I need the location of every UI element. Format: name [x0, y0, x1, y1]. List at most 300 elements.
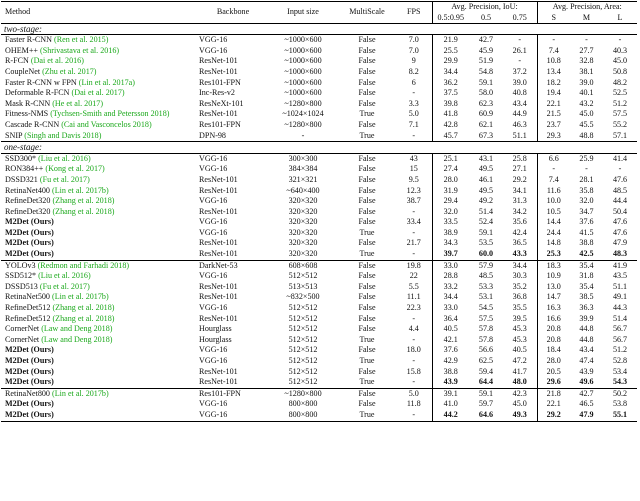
- table-row: [1, 46, 637, 57]
- citation-link: (Kong et al. 2017): [45, 164, 105, 174]
- ap75-cell: 47.2: [512, 356, 527, 365]
- input-size-cell: 300×300: [268, 153, 338, 164]
- ap-cell: 36.4: [432, 314, 469, 325]
- ap50-cell: 51.4: [478, 206, 494, 216]
- apm-cell: 25.9: [570, 153, 603, 164]
- ap75-cell: 42.3: [503, 388, 537, 399]
- multiscale-cell: False: [338, 260, 396, 271]
- ap-cell: 41.8: [432, 109, 469, 120]
- table-row: [1, 153, 637, 164]
- method-name: DSSD513: [5, 281, 38, 291]
- ap75-cell: 42.4: [512, 227, 527, 237]
- multiscale-cell: False: [358, 196, 376, 206]
- backbone-cell: ResNeXt-101: [199, 98, 244, 108]
- method-cell: [1, 78, 198, 89]
- apl-cell: 48.2: [612, 77, 628, 87]
- fps-cell: 5.0: [396, 388, 432, 399]
- citation-link: (Lin et al. 2017a): [78, 77, 135, 87]
- backbone-cell: Hourglass: [199, 324, 232, 334]
- input-size-cell: 512×512: [288, 271, 318, 281]
- aps-cell: 21.8: [537, 388, 570, 399]
- multiscale-cell: False: [358, 324, 376, 334]
- backbone-cell: Res101-FPN: [198, 388, 268, 399]
- input-size-cell: ~1000×600: [268, 35, 338, 46]
- table-row: [1, 410, 637, 421]
- ap-cell: 21.9: [432, 35, 469, 46]
- fps-cell: 11.8: [406, 399, 421, 409]
- aps-cell: 25.3: [537, 249, 570, 260]
- multiscale-cell: True: [359, 109, 375, 119]
- fps-cell: -: [412, 334, 416, 344]
- ap-cell: 38.8: [432, 367, 469, 378]
- input-size-cell: 512×512: [288, 345, 318, 355]
- ap75-cell: -: [518, 56, 522, 66]
- fps-cell: 5.0: [408, 109, 419, 119]
- input-size-cell: 512×512: [288, 356, 318, 365]
- multiscale-cell: False: [358, 399, 376, 409]
- fps-cell: -: [412, 356, 416, 365]
- method-cell: [1, 303, 198, 314]
- fps-cell: -: [412, 377, 416, 387]
- apm-cell: 32.0: [579, 196, 594, 206]
- citation-link: (Cai and Vasconcelos 2018): [61, 119, 152, 129]
- citation-link: (Zhang et al. 2018): [52, 196, 115, 206]
- method-cell: [1, 249, 198, 260]
- citation-link: (Lin et al. 2017b): [52, 388, 109, 398]
- ap-cell: 40.5: [432, 324, 469, 335]
- apm-cell: 36.3: [579, 303, 594, 313]
- citation-link: (Law and Deng 2018): [41, 324, 113, 334]
- method-name: M2Det (Ours): [5, 345, 54, 355]
- apl-cell: 56.7: [612, 324, 628, 334]
- apm-cell: -: [570, 35, 603, 46]
- method-name: M2Det (Ours): [5, 377, 54, 387]
- aps-cell: 18.4: [537, 345, 570, 356]
- table-row: [1, 282, 637, 293]
- ap-cell: 33.0: [432, 303, 469, 314]
- col-group-ap-iou: Avg. Precision, IoU:: [432, 2, 537, 13]
- aps-cell: 22.1: [537, 99, 570, 110]
- multiscale-cell: False: [358, 56, 376, 66]
- aps-cell: 20.8: [537, 324, 570, 335]
- apl-cell: 52.8: [612, 356, 628, 365]
- aps-cell: 21.5: [537, 109, 570, 120]
- apm-cell: 32.8: [579, 56, 594, 66]
- method-name: RON384++: [5, 164, 44, 174]
- ap-cell: 45.7: [432, 131, 469, 142]
- apl-cell: 48.5: [612, 185, 628, 195]
- method-cell: [1, 324, 198, 335]
- input-size-cell: 512×512: [288, 377, 318, 387]
- ap75-cell: -: [503, 35, 537, 46]
- apl-cell: -: [618, 164, 622, 174]
- table-row: [1, 99, 637, 110]
- table-row: [1, 314, 637, 325]
- ap50-cell: 43.1: [469, 153, 503, 164]
- method-name: RefineDet320: [5, 206, 51, 216]
- ap-cell: 31.9: [432, 186, 469, 197]
- input-size-cell: ~1000×600: [284, 77, 322, 87]
- input-size-cell: ~1000×600: [284, 88, 322, 98]
- multiscale-cell: True: [359, 249, 375, 259]
- ap75-cell: 35.5: [512, 303, 527, 313]
- ap50-cell: 60.0: [478, 249, 494, 259]
- ap75-cell: 44.9: [512, 109, 527, 119]
- method-cell: [1, 196, 198, 207]
- ap75-cell: 41.7: [512, 366, 527, 376]
- ap-cell: 29.4: [432, 196, 469, 207]
- input-size-cell: 384×384: [288, 164, 318, 174]
- citation-link: (Lin et al. 2017b): [52, 185, 109, 195]
- aps-cell: 11.6: [537, 186, 570, 197]
- fps-cell: 22: [409, 271, 418, 281]
- ap75-cell: 48.0: [512, 377, 527, 387]
- aps-cell: 29.3: [537, 131, 570, 142]
- ap50-cell: 57.5: [478, 313, 494, 323]
- apl-cell: 47.6: [612, 227, 628, 237]
- method-cell: [1, 367, 198, 378]
- apm-cell: 48.8: [579, 130, 594, 140]
- fps-cell: 7.1: [408, 119, 419, 129]
- ap75-cell: 36.8: [512, 292, 527, 302]
- method-name: CornerNet: [5, 334, 40, 344]
- apl-cell: 51.2: [612, 98, 628, 108]
- table-row: [1, 164, 637, 175]
- input-size-cell: ~1280×800: [268, 388, 338, 399]
- apm-cell: 44.8: [579, 324, 594, 334]
- ap75-cell: 37.2: [512, 66, 527, 76]
- fps-cell: 9: [411, 56, 416, 66]
- backbone-cell: VGG-16: [198, 35, 268, 46]
- ap-cell: 34.4: [432, 67, 469, 78]
- aps-cell: 16.6: [537, 314, 570, 325]
- input-size-cell: 320×320: [288, 217, 318, 227]
- multiscale-cell: True: [359, 356, 375, 365]
- apm-cell: 44.8: [579, 334, 594, 344]
- ap50-cell: 48.5: [478, 271, 494, 281]
- apl-cell: 56.7: [612, 334, 628, 344]
- fps-cell: 21.7: [406, 238, 421, 248]
- method-cell: [1, 282, 198, 293]
- ap-cell: 42.8: [432, 120, 469, 131]
- table-row: [1, 303, 637, 314]
- col-aps: S: [537, 13, 570, 24]
- aps-cell: 18.2: [537, 78, 570, 89]
- fps-cell: 11.1: [406, 292, 421, 302]
- method-cell: [1, 335, 198, 346]
- ap75-cell: 34.2: [512, 206, 527, 216]
- citation-link: (Lin et al. 2017b): [52, 292, 109, 302]
- ap-cell: 33.2: [432, 282, 469, 293]
- backbone-cell: VGG-16: [199, 45, 228, 55]
- fps-cell: 43: [396, 153, 432, 164]
- aps-cell: 29.2: [537, 410, 570, 421]
- ap50-cell: 56.6: [478, 345, 494, 355]
- multiscale-cell: False: [358, 217, 376, 227]
- ap50-cell: 67.3: [478, 130, 494, 140]
- backbone-cell: Hourglass: [199, 334, 232, 344]
- input-size-cell: 512×512: [288, 324, 318, 334]
- ap75-cell: 39.0: [512, 77, 527, 87]
- table-row: [1, 175, 637, 186]
- method-cell: [1, 56, 198, 67]
- method-name: RetinaNet400: [5, 185, 50, 195]
- table-row: [1, 345, 637, 356]
- input-size-cell: 320×320: [288, 227, 318, 237]
- ap75-cell: 30.3: [512, 271, 527, 281]
- method-cell: [1, 207, 198, 218]
- table-row: [1, 388, 637, 399]
- method-cell: [1, 35, 198, 46]
- ap-cell: 39.7: [432, 249, 469, 260]
- ap50-cell: 54.8: [478, 66, 494, 76]
- multiscale-cell: False: [338, 388, 396, 399]
- method-name: DSSD321: [5, 174, 38, 184]
- method-cell: [1, 399, 198, 410]
- fps-cell: 33.4: [406, 217, 421, 227]
- section-header: [1, 142, 637, 154]
- ap-cell: 32.0: [432, 207, 469, 218]
- input-size-cell: ~1000×600: [284, 45, 322, 55]
- citation-link: (Law and Deng 2018): [41, 334, 113, 344]
- input-size-cell: ~1280×800: [284, 119, 322, 129]
- ap-cell: 27.4: [432, 164, 469, 175]
- apm-cell: 43.4: [579, 345, 594, 355]
- fps-cell: 22.3: [406, 303, 421, 313]
- apm-cell: 27.7: [579, 45, 594, 55]
- backbone-cell: ResNet-101: [199, 313, 238, 323]
- multiscale-cell: False: [358, 164, 376, 174]
- backbone-cell: ResNet-101: [199, 206, 238, 216]
- apm-cell: 47.4: [579, 356, 594, 365]
- backbone-cell: VGG-16: [198, 153, 268, 164]
- apl-cell: 44.3: [612, 303, 628, 313]
- citation-link: (Zhang et al. 2018): [52, 206, 115, 216]
- multiscale-cell: False: [358, 345, 376, 355]
- multiscale-cell: False: [358, 366, 376, 376]
- fps-cell: 5.5: [408, 281, 419, 291]
- citation-link: (Dai et al. 2016): [30, 56, 84, 66]
- table-row: [1, 109, 637, 120]
- multiscale-cell: False: [358, 66, 376, 76]
- ap50-cell: 51.9: [478, 56, 494, 66]
- ap75-cell: 29.2: [512, 174, 527, 184]
- ap50-cell: 62.3: [478, 98, 494, 108]
- fps-cell: -: [412, 130, 416, 140]
- fps-cell: 3.3: [408, 98, 419, 108]
- apm-cell: 37.6: [579, 217, 594, 227]
- ap50-cell: 57.8: [478, 324, 494, 334]
- input-size-cell: 320×320: [288, 238, 318, 248]
- multiscale-cell: True: [359, 377, 375, 387]
- multiscale-cell: False: [358, 174, 376, 184]
- col-ap75: 0.75: [512, 12, 527, 22]
- table-row: [1, 260, 637, 271]
- apm-cell: 38.8: [579, 238, 594, 248]
- table-row: [1, 292, 637, 303]
- ap50-cell: 58.0: [478, 88, 494, 98]
- table-row: [1, 186, 637, 197]
- apl-cell: 48.3: [612, 249, 628, 259]
- input-size-cell: 320×320: [288, 206, 318, 216]
- ap-cell: 25.1: [432, 153, 469, 164]
- ap-cell: 43.9: [432, 377, 469, 388]
- table-body: [1, 23, 637, 421]
- apl-cell: 55.1: [603, 410, 637, 421]
- method-cell: [1, 131, 198, 142]
- method-name: M2Det (Ours): [5, 356, 54, 365]
- ap75-cell: 49.3: [503, 410, 537, 421]
- apm-cell: 43.2: [579, 98, 594, 108]
- citation-link: (Tychsen-Smith and Petersson 2018): [50, 109, 170, 119]
- ap75-cell: 36.5: [512, 238, 527, 248]
- apm-cell: 45.0: [579, 109, 594, 119]
- ap-cell: 25.5: [432, 46, 469, 57]
- fps-cell: 6: [411, 77, 416, 87]
- fps-cell: -: [396, 410, 432, 421]
- method-name: Cascade R-CNN: [5, 119, 60, 129]
- aps-cell: -: [537, 164, 570, 175]
- table-row: [1, 35, 637, 46]
- method-name: Mask R-CNN: [5, 98, 51, 108]
- fps-cell: 18.0: [406, 345, 421, 355]
- table-row: [1, 271, 637, 282]
- aps-cell: -: [537, 35, 570, 46]
- ap-cell: 34.3: [432, 238, 469, 249]
- backbone-cell: DPN-98: [199, 130, 226, 140]
- table-row: [1, 120, 637, 131]
- aps-cell: 10.0: [537, 196, 570, 207]
- ap50-cell: 57.9: [469, 260, 503, 271]
- col-fps: FPS: [396, 2, 432, 24]
- method-name: RefineDet512: [5, 313, 51, 323]
- backbone-cell: ResNet-101: [199, 66, 238, 76]
- fps-cell: 8.2: [408, 66, 419, 76]
- input-size-cell: ~1000×600: [284, 56, 322, 66]
- method-name: SSD300*: [5, 153, 37, 163]
- apl-cell: 55.2: [612, 119, 628, 129]
- input-size-cell: 512×512: [288, 366, 318, 376]
- ap75-cell: 45.0: [512, 399, 527, 409]
- backbone-cell: Res101-FPN: [199, 119, 241, 129]
- ap50-cell: 62.5: [478, 356, 494, 365]
- apl-cell: 52.5: [612, 88, 628, 98]
- fps-cell: 19.8: [396, 260, 432, 271]
- ap75-cell: 34.4: [503, 260, 537, 271]
- fps-cell: 4.4: [408, 324, 419, 334]
- method-cell: [1, 164, 198, 175]
- table-row: [1, 335, 637, 346]
- ap-cell: 42.9: [432, 356, 469, 367]
- table-row: [1, 207, 637, 218]
- aps-cell: 16.3: [537, 303, 570, 314]
- apm-cell: 39.0: [579, 77, 594, 87]
- method-name: Faster R-CNN w FPN: [5, 77, 77, 87]
- apl-cell: 41.4: [603, 153, 637, 164]
- multiscale-cell: False: [358, 206, 376, 216]
- apm-cell: 41.5: [579, 227, 594, 237]
- fps-cell: 15.8: [406, 366, 421, 376]
- multiscale-cell: True: [338, 410, 396, 421]
- aps-cell: 19.4: [537, 88, 570, 99]
- method-name: R-FCN: [5, 56, 29, 66]
- citation-link: (Liu et al. 2016): [38, 271, 91, 281]
- table-row: [1, 399, 637, 410]
- method-name: SSD512*: [5, 271, 37, 281]
- col-ap50: 0.5: [480, 12, 492, 22]
- apl-cell: 57.1: [612, 130, 628, 140]
- fps-cell: 7.0: [408, 45, 419, 55]
- col-apm: M: [582, 12, 591, 22]
- citation-link: (Liu et al. 2016): [38, 153, 91, 163]
- col-apl: L: [617, 12, 623, 22]
- ap50-cell: 45.9: [478, 45, 494, 55]
- ap-cell: 44.2: [432, 410, 469, 421]
- method-name: M2Det (Ours): [5, 249, 54, 259]
- backbone-cell: ResNet-101: [199, 377, 238, 387]
- backbone-cell: VGG-16: [199, 345, 228, 355]
- fps-cell: -: [412, 227, 416, 237]
- method-cell: [1, 238, 198, 249]
- table-row: [1, 367, 637, 378]
- ap50-cell: 62.1: [478, 119, 494, 129]
- ap50-cell: 64.6: [469, 410, 503, 421]
- ap50-cell: 53.3: [478, 281, 494, 291]
- input-size-cell: -: [301, 130, 305, 140]
- ap50-cell: 54.5: [478, 303, 494, 313]
- input-size-cell: 512×512: [288, 313, 318, 323]
- backbone-cell: ResNet-101: [199, 292, 238, 302]
- apl-cell: 51.1: [612, 281, 628, 291]
- ap50-cell: 64.4: [478, 377, 494, 387]
- backbone-cell: ResNet-101: [199, 185, 238, 195]
- method-cell: [1, 175, 198, 186]
- citation-link: (Fu et al. 2017): [39, 281, 90, 291]
- method-name: RetinaNet500: [5, 292, 50, 302]
- ap50-cell: 46.1: [478, 174, 494, 184]
- section-header: [1, 23, 637, 35]
- ap-cell: 38.9: [432, 228, 469, 239]
- col-method: Method: [1, 2, 198, 24]
- ap-cell: 39.8: [432, 99, 469, 110]
- multiscale-cell: False: [358, 77, 376, 87]
- apl-cell: 47.6: [612, 217, 628, 227]
- method-name: CoupleNet: [5, 66, 41, 76]
- method-cell: [1, 46, 198, 57]
- aps-cell: 7.4: [537, 175, 570, 186]
- apm-cell: 45.5: [579, 119, 594, 129]
- ap75-cell: 31.3: [512, 196, 527, 206]
- aps-cell: 14.7: [537, 292, 570, 303]
- table-row: [1, 228, 637, 239]
- apl-cell: 47.9: [612, 238, 628, 248]
- fps-cell: 12.3: [406, 185, 421, 195]
- ap75-cell: 51.1: [512, 130, 527, 140]
- comparison-table: [1, 1, 637, 422]
- method-cell: [1, 217, 198, 228]
- method-cell: [1, 120, 198, 131]
- fps-cell: 15: [409, 164, 418, 174]
- multiscale-cell: True: [359, 130, 375, 140]
- multiscale-cell: False: [358, 119, 376, 129]
- fps-cell: 38.7: [406, 196, 421, 206]
- multiscale-cell: False: [338, 35, 396, 46]
- method-cell: [1, 388, 198, 399]
- apl-cell: 54.3: [612, 377, 628, 387]
- header-row-1: [1, 2, 637, 13]
- input-size-cell: ~1024×1024: [282, 109, 324, 119]
- table-row: [1, 377, 637, 388]
